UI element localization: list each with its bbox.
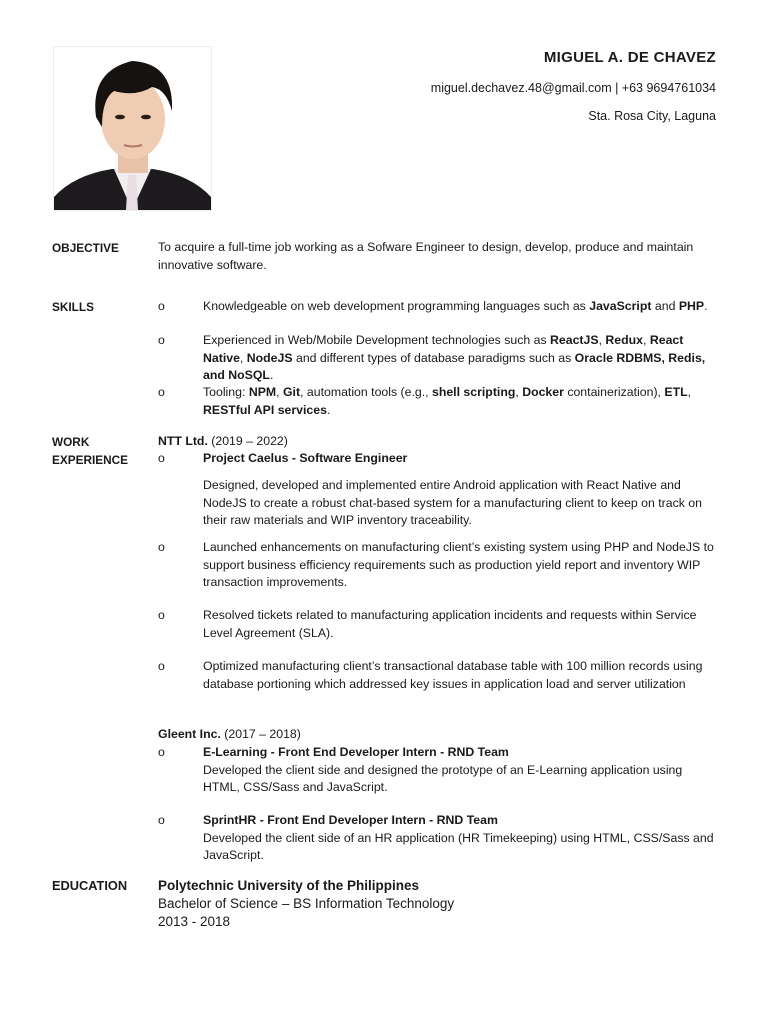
text-run: .	[269, 368, 274, 382]
bullet: o	[158, 608, 165, 622]
contact-info: miguel.dechavez.48@gmail.com | +63 9694761034	[430, 81, 716, 95]
job-description: Optimized manufacturing client’s transactional database table with 100 million records using database portioning which addressed key issues in application load and server utilization	[203, 659, 703, 691]
text-run: ,	[276, 385, 283, 399]
job-period: (2017 – 2018)	[220, 727, 301, 741]
bullet: o	[158, 333, 165, 347]
text-run: , automation tools (e.g.,	[300, 385, 432, 399]
text-run: ,	[598, 333, 606, 347]
bullet: o	[158, 745, 165, 759]
bold-text-run: React Native	[203, 333, 684, 365]
internship-entry	[203, 812, 718, 865]
work-heading-line2: EXPERIENCE	[52, 453, 129, 467]
company-name: Gleent Inc.	[158, 727, 221, 741]
objective-heading: OBJECTIVE	[52, 241, 119, 255]
bold-text-run: shell scripting	[431, 385, 516, 399]
education-heading: EDUCATION	[52, 878, 128, 893]
bullet: o	[158, 299, 165, 313]
bullet: o	[158, 659, 165, 673]
bullet: o	[158, 451, 165, 465]
job-description: Designed, developed and implemented entire Android application with React Native and NodeJS to create a robust chat-based system for a manufacturing client to keep on track on their raw materials and WIP inventory traceability.	[203, 478, 702, 527]
company-name: NTT Ltd.	[158, 434, 208, 448]
internship-title: E-Learning - Front End Developer Intern - RND Team	[203, 745, 509, 759]
bold-text-run: Redux	[605, 333, 643, 347]
text-run: Knowledgeable on web development programming languages such as	[203, 299, 590, 313]
text-run: and different types of database paradigms such as	[292, 350, 575, 365]
skill-item	[203, 298, 718, 316]
internship-description: Developed the client side of an HR application (HR Timekeeping) using HTML, CSS/Sass and JavaScript.	[203, 830, 714, 862]
job-description: Resolved tickets related to manufacturing application incidents and requests within Service Level Agreement (SLA).	[203, 608, 697, 640]
bold-text-run: RESTful API services	[203, 402, 327, 417]
skill-item	[203, 384, 718, 419]
bold-text-run: Docker	[522, 385, 564, 399]
text-run: ,	[239, 350, 247, 365]
bullet: o	[158, 540, 165, 554]
job-period: (2019 – 2022)	[207, 434, 288, 448]
text-run: ,	[515, 385, 523, 399]
text-run: ,	[687, 385, 692, 399]
internship-description: Developed the client side and designed the prototype of an E-Learning application using HTML, CSS/Sass and JavaScript.	[203, 762, 683, 794]
bold-text-run: JavaScript	[589, 299, 652, 313]
school-name: Polytechnic University of the Philippines	[158, 878, 420, 893]
bold-text-run: Oracle RDBMS, Redis, and NoSQL	[203, 350, 706, 382]
skills-heading: SKILLS	[52, 300, 94, 314]
job-description: Launched enhancements on manufacturing client’s existing system using PHP and NodeJS to support business efficiency requirements such as production yield report and inventory WIP transaction improvements.	[203, 540, 714, 589]
project-title	[203, 450, 718, 468]
candidate-name: MIGUEL A. DE CHAVEZ	[543, 49, 716, 66]
education-years: 2013 - 2018	[158, 914, 231, 929]
bold-text-run: Git	[282, 385, 301, 399]
text-run: and	[651, 299, 679, 313]
skill-item	[203, 332, 718, 385]
work-heading-line1: WORK	[52, 435, 90, 449]
bold-text-run: PHP	[678, 299, 705, 313]
bold-text-run: ReactJS	[550, 333, 599, 347]
text-run: .	[326, 402, 331, 417]
bold-text-run: NodeJS	[246, 350, 293, 365]
text-run: containerization),	[563, 385, 665, 399]
text-run: Tooling:	[203, 385, 249, 399]
bold-text-run: ETL	[664, 385, 688, 399]
internship-title: SprintHR - Front End Developer Intern - RND Team	[203, 813, 498, 827]
project-title-text: Project Caelus - Software Engineer	[203, 451, 408, 465]
profile-photo-illustration	[54, 47, 211, 210]
job-company-line	[158, 433, 718, 451]
text-run: ,	[643, 333, 650, 347]
address: Sta. Rosa City, Laguna	[588, 109, 716, 123]
internship-entry	[203, 744, 718, 797]
objective-text: To acquire a full-time job working as a Sofware Engineer to design, develop, produce and maintain innovative software.	[158, 240, 694, 272]
text-run: .	[704, 299, 708, 313]
profile-photo	[53, 46, 212, 211]
bold-text-run: NPM	[248, 385, 277, 399]
job-company-line	[158, 726, 718, 744]
work-heading	[52, 433, 128, 469]
text-run: Experienced in Web/Mobile Development technologies such as	[203, 333, 551, 347]
bullet: o	[158, 385, 165, 399]
degree: Bachelor of Science – BS Information Technology	[158, 896, 455, 911]
bullet: o	[158, 813, 165, 827]
